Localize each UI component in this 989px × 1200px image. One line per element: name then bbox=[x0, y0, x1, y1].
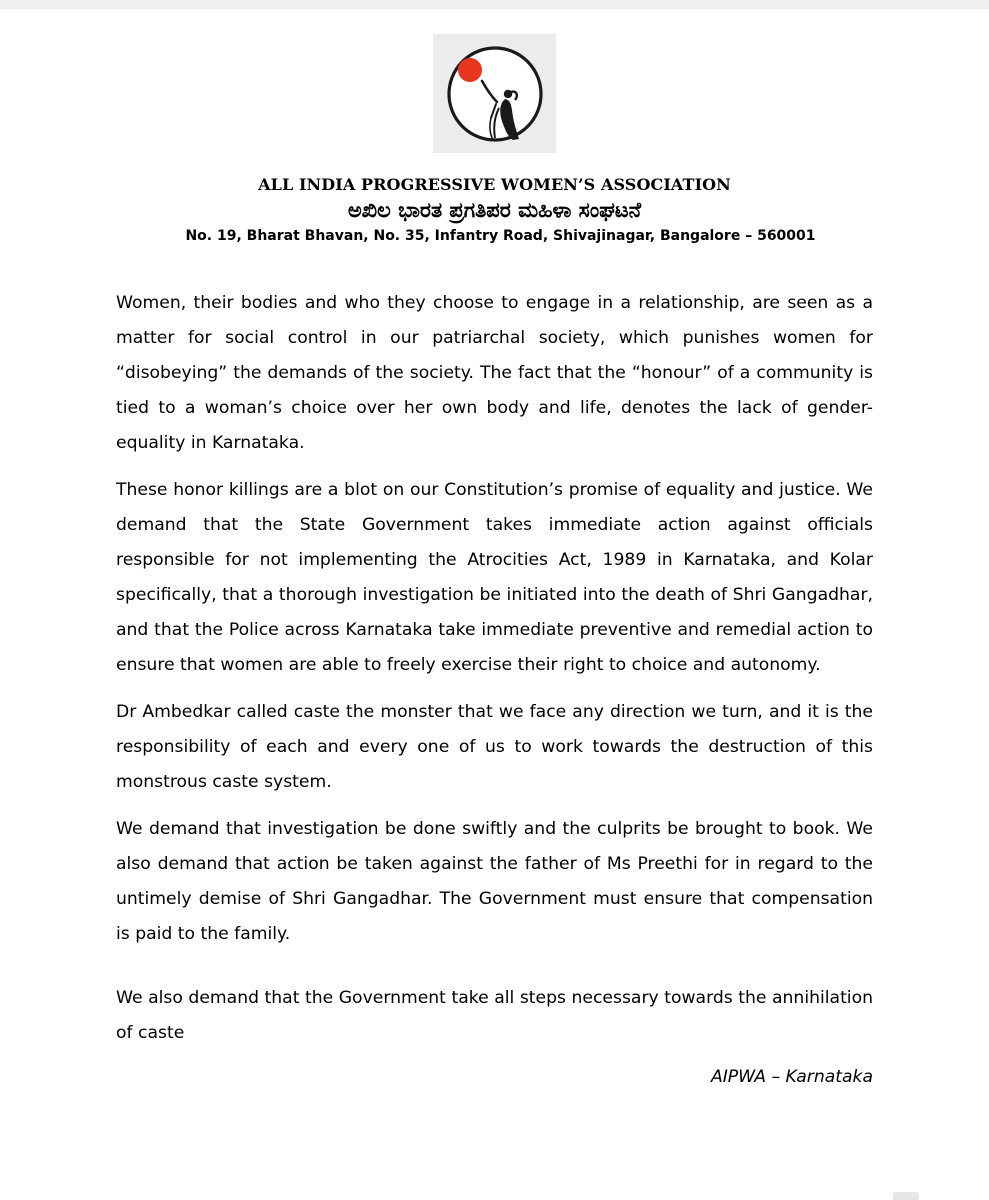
statement-body bbox=[116, 286, 873, 1063]
paragraph-1: Women, their bodies and who they choose to engage in a relationship, are seen as a matter for social control in our patriarchal society, which punishes women for “disobeying” the demands of the society. The fact that the “honour” of a community is tied to a woman’s choice over her own body and life, denotes the lack of gender-equality in Karnataka. bbox=[116, 293, 873, 453]
aipwa-logo-icon bbox=[433, 34, 556, 153]
org-name-kannada: ಅಖಿಲ ಭಾರತ ಪ್ರಗತಿಪರ ಮಹಿಳಾ ಸಂಘಟನೆ bbox=[347, 198, 642, 222]
paragraph-3: Dr Ambedkar called caste the monster that we face any direction we turn, and it is the responsibility of each and every one of us to work towards the destruction of this monstrous caste system. bbox=[116, 702, 873, 792]
org-address: No. 19, Bharat Bhavan, No. 35, Infantry Road, Shivajinagar, Bangalore – 560001 bbox=[185, 228, 816, 244]
paragraph-2: These honor killings are a blot on our Constitution’s promise of equality and justice. We demand that the State Government takes immediate action against officials responsible for not implementing the Atrocities Act, 1989 in Karnataka, and Kolar specifically, that a thorough investigation be initiated into the death of Shri Gangadhar, and that the Police across Karnataka take immediate preventive and remedial action to ensure that women are able to freely exercise their right to choice and autonomy. bbox=[116, 480, 873, 675]
paragraph-4: We demand that investigation be done swiftly and the culprits be brought to book. We also demand that action be taken against the father of Ms Preethi for in regard to the untimely demise of Shri Gangadhar. The Government must ensure that compensation is paid to the family. bbox=[116, 819, 873, 944]
top-strip bbox=[0, 0, 989, 9]
paragraph-5: We also demand that the Government take all steps necessary towards the annihilation of caste bbox=[116, 988, 873, 1043]
letterhead bbox=[0, 174, 989, 246]
signature: AIPWA – Karnataka bbox=[710, 1067, 873, 1087]
org-name-english: ALL INDIA PROGRESSIVE WOMEN’S ASSOCIATION bbox=[258, 175, 731, 194]
scroll-indicator[interactable] bbox=[893, 1192, 919, 1200]
